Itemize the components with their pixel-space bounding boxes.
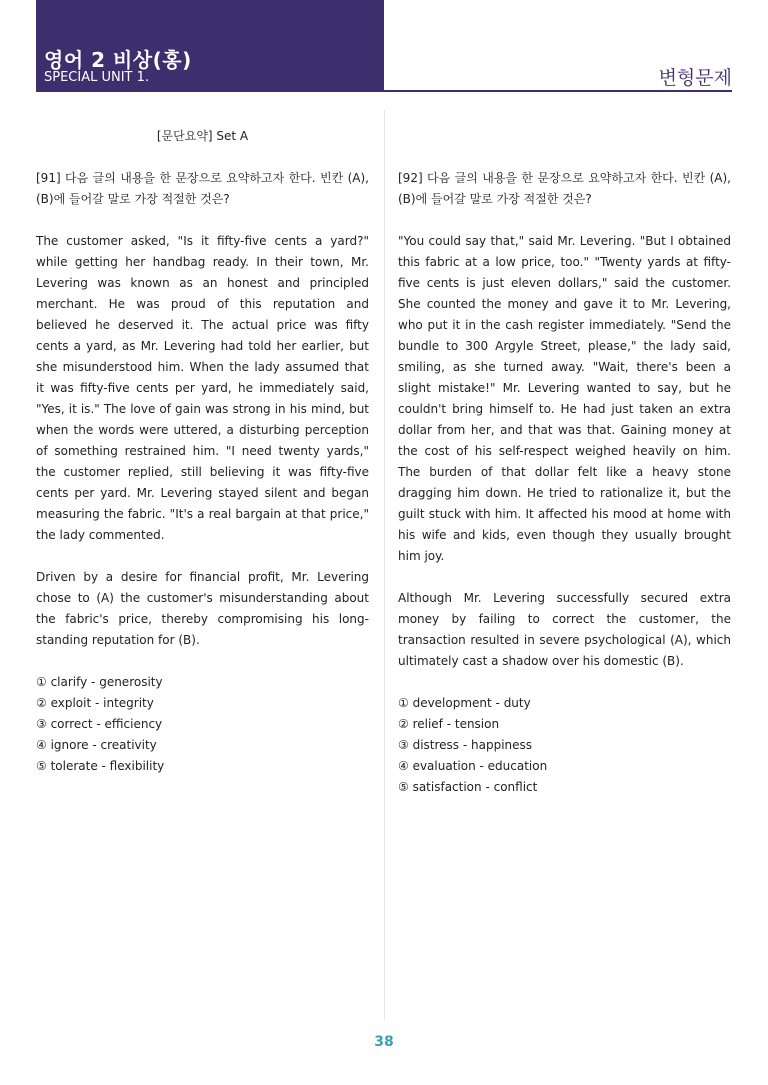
option-item[interactable]: ④ evaluation - education [398, 759, 548, 773]
question-91: [91] 다음 글의 내용을 한 문장으로 요약하고자 한다. 빈칸 (A), (B)에 들어갈 말로 가장 적절한 것은? [36, 171, 369, 206]
question-92: [92] 다음 글의 내용을 한 문장으로 요약하고자 한다. 빈칸 (A), (B)에 들어갈 말로 가장 적절한 것은? [398, 171, 731, 206]
option-item[interactable]: ③ distress - happiness [398, 738, 533, 752]
options-91 [36, 672, 369, 777]
option-item[interactable]: ④ ignore - creativity [36, 738, 157, 752]
option-item[interactable]: ⑤ satisfaction - conflict [398, 780, 538, 794]
right-column [398, 110, 731, 798]
unit-subtitle: SPECIAL UNIT 1. [44, 70, 150, 85]
left-column [36, 110, 369, 777]
passage-91: The customer asked, "Is it fifty-five cents a yard?" while getting her handbag ready. In their town, Mr. Levering was known as an honest and principled merchant. He was proud of this reputation and believed he deserved it. The actual price was fifty cents a yard, as Mr. Levering had told her earlier, but she misunderstood him. When the lady assumed that it was fifty-five cents per yard, he immediately said, "Yes, it is." The love of gain was strong in his mind, but when the words were uttered, a disturbing perception of something restrained him. "I need twenty yards," the customer replied, still believing it was fifty-five cents per yard. Mr. Levering stayed silent and began measuring the fabric. "It's a real bargain at that price," the lady commented. [36, 234, 369, 542]
column-divider [384, 110, 385, 1020]
page-number: 38 [374, 1034, 394, 1050]
option-item[interactable]: ① clarify - generosity [36, 675, 163, 689]
header-rule [36, 90, 732, 92]
set-label: [문단요약] Set A [156, 129, 249, 143]
passage-92: "You could say that," said Mr. Levering. "But I obtained this fabric at a low price, too." "Twenty yards at fifty-five cents is just eleven dollars," said the customer. She counted the money and gave it to Mr. Levering, who put it in the cash register immediately. "Send the bundle to 300 Argyle Street, please," the lady said, smiling, as she turned away. "Wait, there's been a slight mistake!" Mr. Levering wanted to say, but he couldn't bring himself to. He had just taken an extra dollar from her, and that was that. Gaining money at the cost of his self-respect weighed heavily on him. The burden of that dollar felt like a heavy stone dragging him down. He tried to rationalize it, but the guilt stuck with him. It affected his mood at home with his wife and kids, even though they usually brought him joy. [398, 234, 731, 563]
options-92 [398, 693, 731, 798]
summary-92: Although Mr. Levering successfully secured extra money by failing to correct the customer, the transaction resulted in severe psychological (A), which ultimately cast a shadow over his domestic (B). [398, 591, 731, 668]
summary-91: Driven by a desire for financial profit, Mr. Levering chose to (A) the customer's misunderstanding about the fabric's price, thereby compromising his long-standing reputation for (B). [36, 570, 369, 647]
option-item[interactable]: ③ correct - efficiency [36, 717, 163, 731]
option-item[interactable]: ① development - duty [398, 696, 531, 710]
option-item[interactable]: ② exploit - integrity [36, 696, 154, 710]
textbook-title: 영어 2 비상(홍) [44, 48, 192, 72]
option-item[interactable]: ⑤ tolerate - flexibility [36, 759, 165, 773]
category-label: 변형문제 [658, 67, 732, 89]
option-item[interactable]: ② relief - tension [398, 717, 500, 731]
